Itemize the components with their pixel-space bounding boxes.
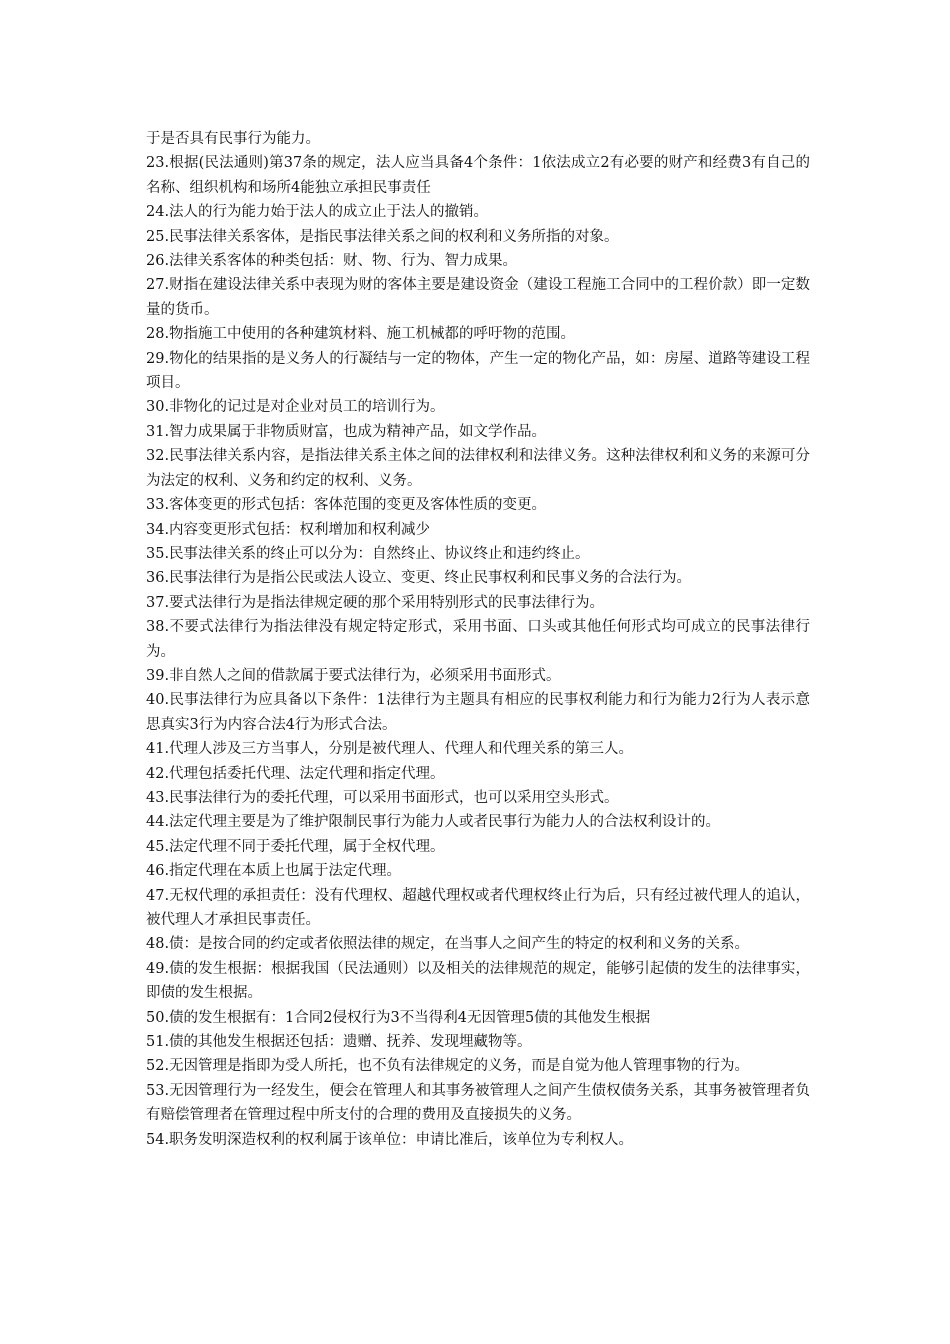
paragraph: 35.民事法律关系的终止可以分为：自然终止、协议终止和违约终止。 [146, 545, 590, 562]
paragraph: 26.法律关系客体的种类包括：财、物、行为、智力成果。 [146, 253, 518, 270]
paragraph: 36.民事法律行为是指公民或法人设立、变更、终止民事权利和民事义务的合法行为。 [146, 570, 692, 587]
paragraph: 27.财指在建设法律关系中表现为财的客体主要是建设资金（建设工程施工合同中的工程价款）即一定数量的货币。 [146, 277, 810, 318]
paragraph: 43.民事法律行为的委托代理，可以采用书面形式，也可以采用空头形式。 [146, 789, 619, 806]
paragraph: 34.内容变更形式包括：权利增加和权利减少 [146, 521, 431, 538]
paragraph: 47.无权代理的承担责任：没有代理权、超越代理权或者代理权终止行为后，只有经过被代理人的追认，被代理人才承担民事责任。 [146, 887, 810, 928]
paragraph: 于是否具有民事行为能力。 [146, 131, 320, 147]
paragraph: 53.无因管理行为一经发生，便会在管理人和其事务被管理人之间产生债权债务关系，其事务被管理者负有赔偿管理者在管理过程中所支付的合理的费用及直接损失的义务。 [146, 1082, 810, 1124]
paragraph: 45.法定代理不同于委托代理，属于全权代理。 [146, 838, 445, 855]
paragraph: 46.指定代理在本质上也属于法定代理。 [146, 863, 402, 880]
paragraph: 50.债的发生根据有：1合同2侵权行为3不当得利4无因管理5债的其他发生根据 [146, 1009, 651, 1026]
paragraph: 23.根据(民法通则)第37条的规定，法人应当具备4个条件：1依法成立2有必要的财产和经费3有自己的名称、组织机构和场所4能独立承担民事责任 [146, 155, 810, 196]
paragraph: 31.智力成果属于非物质财富，也成为精神产品，如文学作品。 [146, 423, 547, 440]
paragraph: 30.非物化的记过是对企业对员工的培训行为。 [146, 399, 445, 416]
paragraph: 52.无因管理是指即为受人所托，也不负有法律规定的义务，而是自觉为他人管理事物的行为。 [146, 1058, 750, 1075]
paragraph: 32.民事法律关系内容，是指法律关系主体之间的法律权利和法律义务。这种法律权利和义务的来源可分为法定的权利、义务和约定的权利、义务。 [146, 448, 810, 489]
paragraph: 37.要式法律行为是指法律规定硬的那个采用特别形式的民事法律行为。 [146, 594, 605, 611]
paragraph: 42.代理包括委托代理、法定代理和指定代理。 [146, 765, 445, 782]
paragraph: 25.民事法律关系客体，是指民事法律关系之间的权利和义务所指的对象。 [146, 228, 619, 245]
paragraph: 38.不要式法律行为指法律没有规定特定形式，采用书面、口头或其他任何形式均可成立的民事法律行为。 [146, 619, 810, 660]
paragraph: 33.客体变更的形式包括：客体范围的变更及客体性质的变更。 [146, 497, 547, 514]
document-body [146, 127, 810, 1152]
paragraph: 39.非自然人之间的借款属于要式法律行为，必须采用书面形式。 [146, 667, 561, 684]
paragraph: 51.债的其他发生根据还包括：遗赠、抚养、发现埋藏物等。 [146, 1034, 532, 1051]
paragraph: 40.民事法律行为应具备以下条件：1法律行为主题具有相应的民事权利能力和行为能力2行为人表示意思真实3行为内容合法4行为形式合法。 [146, 692, 810, 733]
paragraph: 48.债：是按合同的约定或者依照法律的规定，在当事人之间产生的特定的权利和义务的关系。 [146, 936, 750, 953]
paragraph: 54.职务发明深造权利的权利属于该单位：申请比准后，该单位为专利权人。 [146, 1131, 634, 1148]
paragraph: 24.法人的行为能力始于法人的成立止于法人的撤销。 [146, 204, 489, 221]
paragraph: 41.代理人涉及三方当事人，分别是被代理人、代理人和代理关系的第三人。 [146, 741, 634, 758]
paragraph: 28.物指施工中使用的各种建筑材料、施工机械都的呼吁物的范围。 [146, 326, 576, 343]
paragraph: 44.法定代理主要是为了维护限制民事行为能力人或者民事行为能力人的合法权利设计的。 [146, 814, 721, 831]
paragraph: 29.物化的结果指的是义务人的行凝结与一定的物体，产生一定的物化产品，如：房屋、道路等建设工程项目。 [146, 350, 810, 392]
paragraph: 49.债的发生根据：根据我国（民法通则）以及相关的法律规范的规定，能够引起债的发生的法律事实，即债的发生根据。 [146, 960, 810, 1002]
